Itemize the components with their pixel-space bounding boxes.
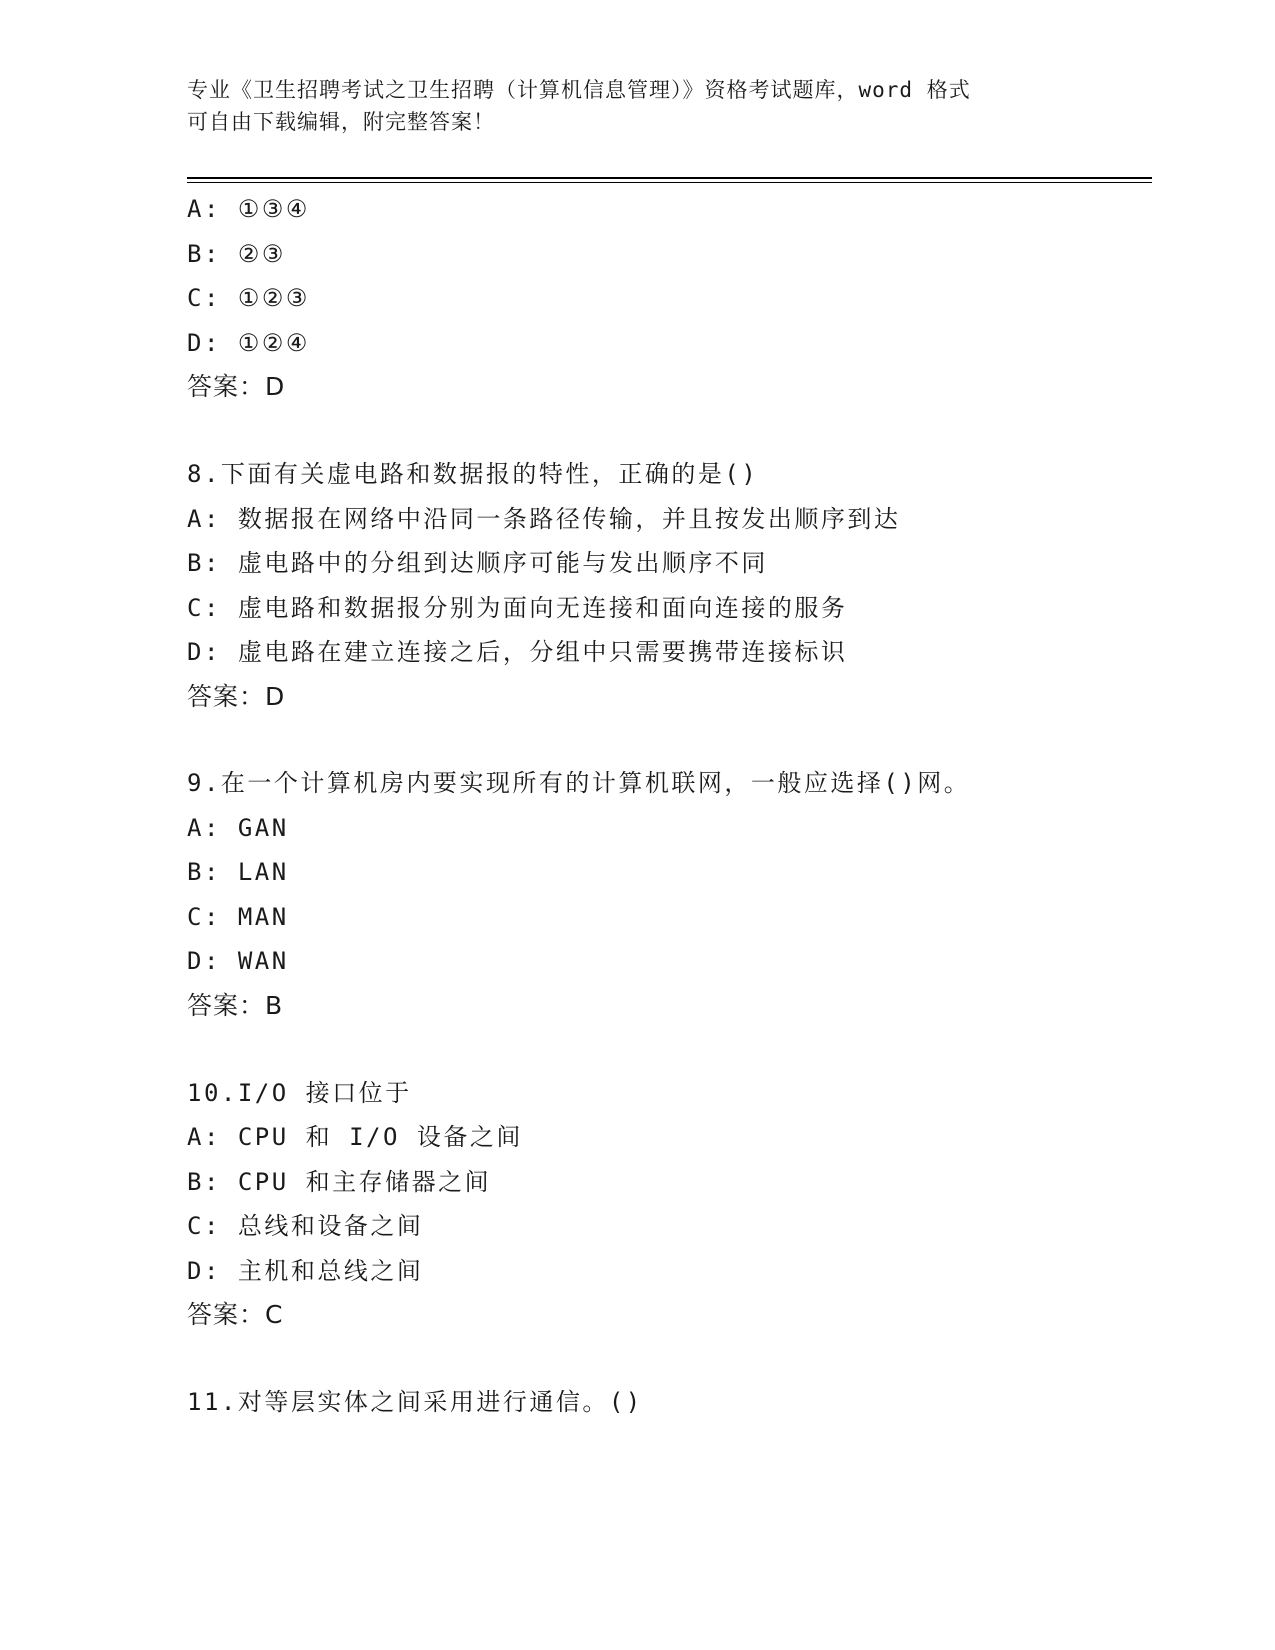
q7-option-b: B: ②③ [187, 240, 286, 268]
q9-option-b: B: LAN [187, 858, 289, 886]
q9-option-c: C: MAN [187, 903, 289, 931]
q10-option-c: C: 总线和设备之间 [187, 1212, 424, 1240]
q7-option-a: A: ①③④ [187, 195, 310, 223]
q8-option-c: C: 虚电路和数据报分别为面向无连接和面向连接的服务 [187, 594, 848, 622]
q10-stem: 10.I/O 接口位于 [187, 1079, 412, 1107]
q10-option-b: B: CPU 和主存储器之间 [187, 1168, 492, 1196]
q11-stem: 11.对等层实体之间采用进行通信。() [187, 1388, 643, 1416]
q8-option-a: A: 数据报在网络中沿同一条路径传输，并且按发出顺序到达 [187, 505, 901, 533]
header-line-1: 专业《卫生招聘考试之卫生招聘（计算机信息管理）》资格考试题库，word 格式 [187, 78, 971, 102]
q7-option-d: D: ①②④ [187, 329, 310, 357]
q7-answer: 答案：D [187, 372, 286, 401]
q10-answer: 答案：C [187, 1300, 284, 1329]
q10-option-d: D: 主机和总线之间 [187, 1257, 424, 1285]
q9-option-d: D: WAN [187, 947, 289, 975]
q9-stem: 9.在一个计算机房内要实现所有的计算机联网，一般应选择()网。 [187, 769, 971, 797]
q8-answer: 答案：D [187, 682, 286, 711]
q9-option-a: A: GAN [187, 814, 289, 842]
q8-stem: 8.下面有关虚电路和数据报的特性，正确的是() [187, 460, 759, 488]
header-divider-thick [187, 177, 1152, 179]
header-line-2: 可自由下载编辑，附完整答案！ [187, 110, 495, 134]
document-header [187, 74, 1087, 138]
q8-option-d: D: 虚电路在建立连接之后，分组中只需要携带连接标识 [187, 638, 848, 666]
q7-option-c: C: ①②③ [187, 284, 310, 312]
header-divider-thin [187, 182, 1152, 183]
q9-answer: 答案：B [187, 991, 284, 1020]
q10-option-a: A: CPU 和 I/O 设备之间 [187, 1123, 523, 1151]
q8-option-b: B: 虚电路中的分组到达顺序可能与发出顺序不同 [187, 549, 768, 577]
